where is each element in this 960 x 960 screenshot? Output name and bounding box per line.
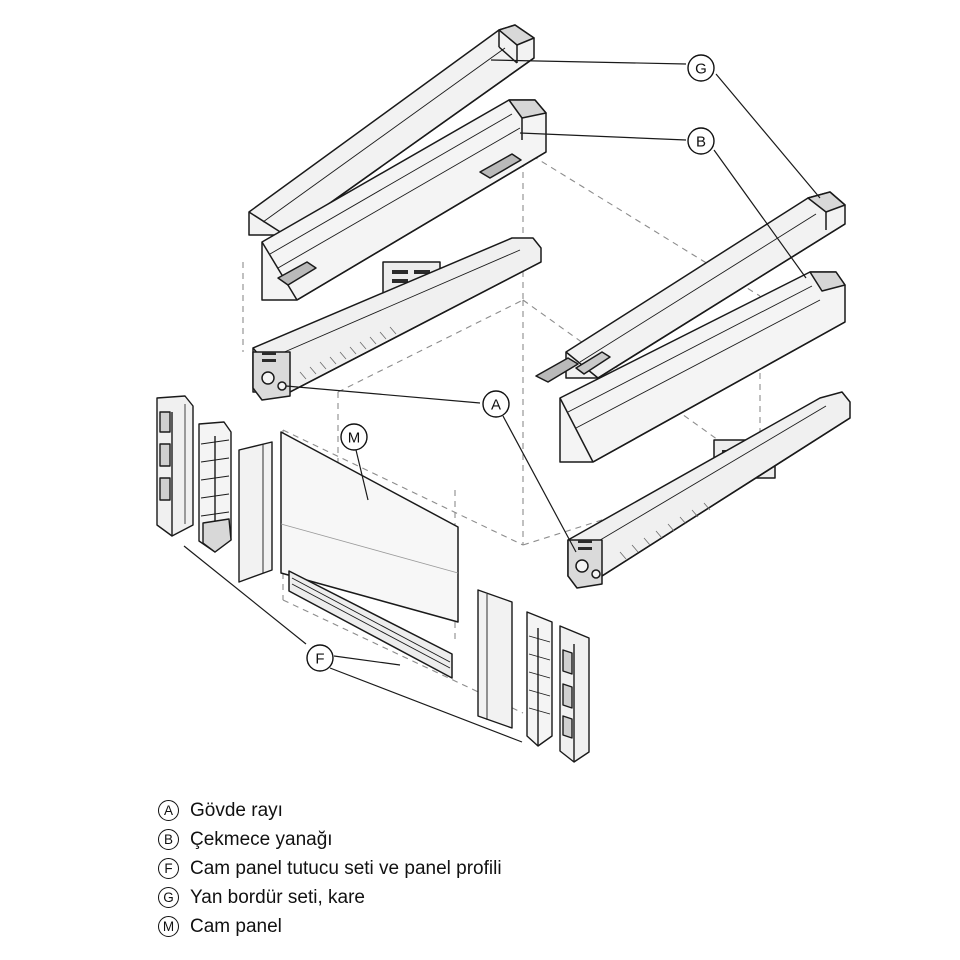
- callout-G-top: [688, 55, 714, 81]
- callout-M-label: M: [347, 429, 361, 447]
- glass-holder-left-profile: [239, 442, 272, 582]
- legend-label-a: Gövde rayı: [190, 799, 283, 821]
- callout-B: [688, 128, 714, 154]
- legend-item-m: [158, 912, 858, 941]
- callout-F-label: F: [315, 650, 325, 668]
- glass-holder-left-inner: [199, 422, 231, 552]
- legend-item-g: [158, 883, 858, 912]
- callout-B-label: B: [695, 133, 707, 151]
- legend-item-b: [158, 825, 858, 854]
- callout-A-label: A: [490, 396, 502, 414]
- legend: [158, 796, 858, 941]
- callout-M: [341, 424, 367, 450]
- legend-badge-m: M: [158, 916, 179, 937]
- legend-label-m: Cam panel: [190, 915, 282, 937]
- legend-item-a: [158, 796, 858, 825]
- legend-badge-g: G: [158, 887, 179, 908]
- legend-badge-b: B: [158, 829, 179, 850]
- legend-label-b: Çekmece yanağı: [190, 828, 333, 850]
- callout-A: [483, 391, 509, 417]
- legend-label-f: Cam panel tutucu seti ve panel profili: [190, 857, 502, 879]
- glass-holder-right-inner: [527, 612, 552, 746]
- glass-holder-right-outer: [560, 626, 589, 762]
- glass-holder-left-outer: [157, 396, 193, 536]
- legend-label-g: Yan bordür seti, kare: [190, 886, 365, 908]
- callout-F: [307, 645, 333, 671]
- legend-badge-f: F: [158, 858, 179, 879]
- glass-holder-right-profile: [478, 590, 512, 728]
- legend-badge-a: A: [158, 800, 179, 821]
- callout-G-top-label: G: [695, 60, 707, 78]
- legend-item-f: [158, 854, 858, 883]
